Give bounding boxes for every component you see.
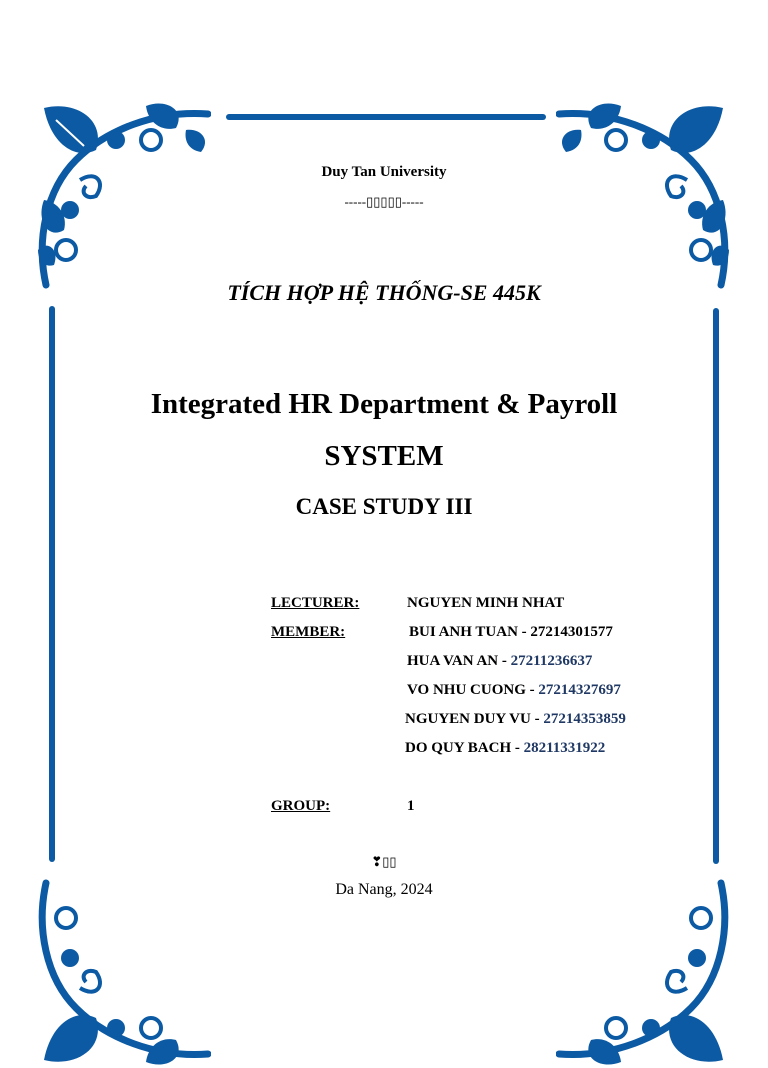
university-name: Duy Tan University <box>321 164 447 180</box>
document-title-line1: Integrated HR Department & Payroll <box>150 388 618 420</box>
corner-ornament-icon <box>556 878 731 1068</box>
member-label: MEMBER: <box>271 624 346 640</box>
member-item <box>407 653 592 670</box>
group-value: 1 <box>407 798 415 814</box>
document-subtitle: CASE STUDY III <box>295 494 473 519</box>
member-item <box>405 711 626 728</box>
place-date: Da Nang, 2024 <box>335 881 433 898</box>
member-item <box>407 682 621 699</box>
member-name: VO NHU CUONG - <box>407 682 539 698</box>
member-item <box>405 740 605 757</box>
course-title: TÍCH HỢP HỆ THỐNG-SE 445K <box>227 280 541 305</box>
corner-ornament-icon <box>36 878 211 1068</box>
member-id: 27211236637 <box>510 653 593 669</box>
member-id: 28211331922 <box>523 740 606 756</box>
member-name: HUA VAN AN - <box>407 653 511 669</box>
member-name: BUI ANH TUAN - <box>409 624 531 640</box>
frame-top-bar <box>226 114 546 120</box>
group-label: GROUP: <box>271 798 331 814</box>
member-item <box>409 624 613 641</box>
document-title-line2: SYSTEM <box>324 440 444 472</box>
ornament-glyph: ❣▯▯ <box>371 854 397 869</box>
lecturer-label: LECTURER: <box>271 595 360 611</box>
member-name: NGUYEN DUY VU - <box>405 711 544 727</box>
member-id: 27214353859 <box>543 711 626 727</box>
member-id: 27214327697 <box>538 682 621 698</box>
lecturer-name: NGUYEN MINH NHAT <box>407 595 565 611</box>
divider-line: -----▯▯▯▯▯----- <box>344 194 424 209</box>
member-name: DO QUY BACH - <box>405 740 524 756</box>
member-id: 27214301577 <box>530 624 613 640</box>
